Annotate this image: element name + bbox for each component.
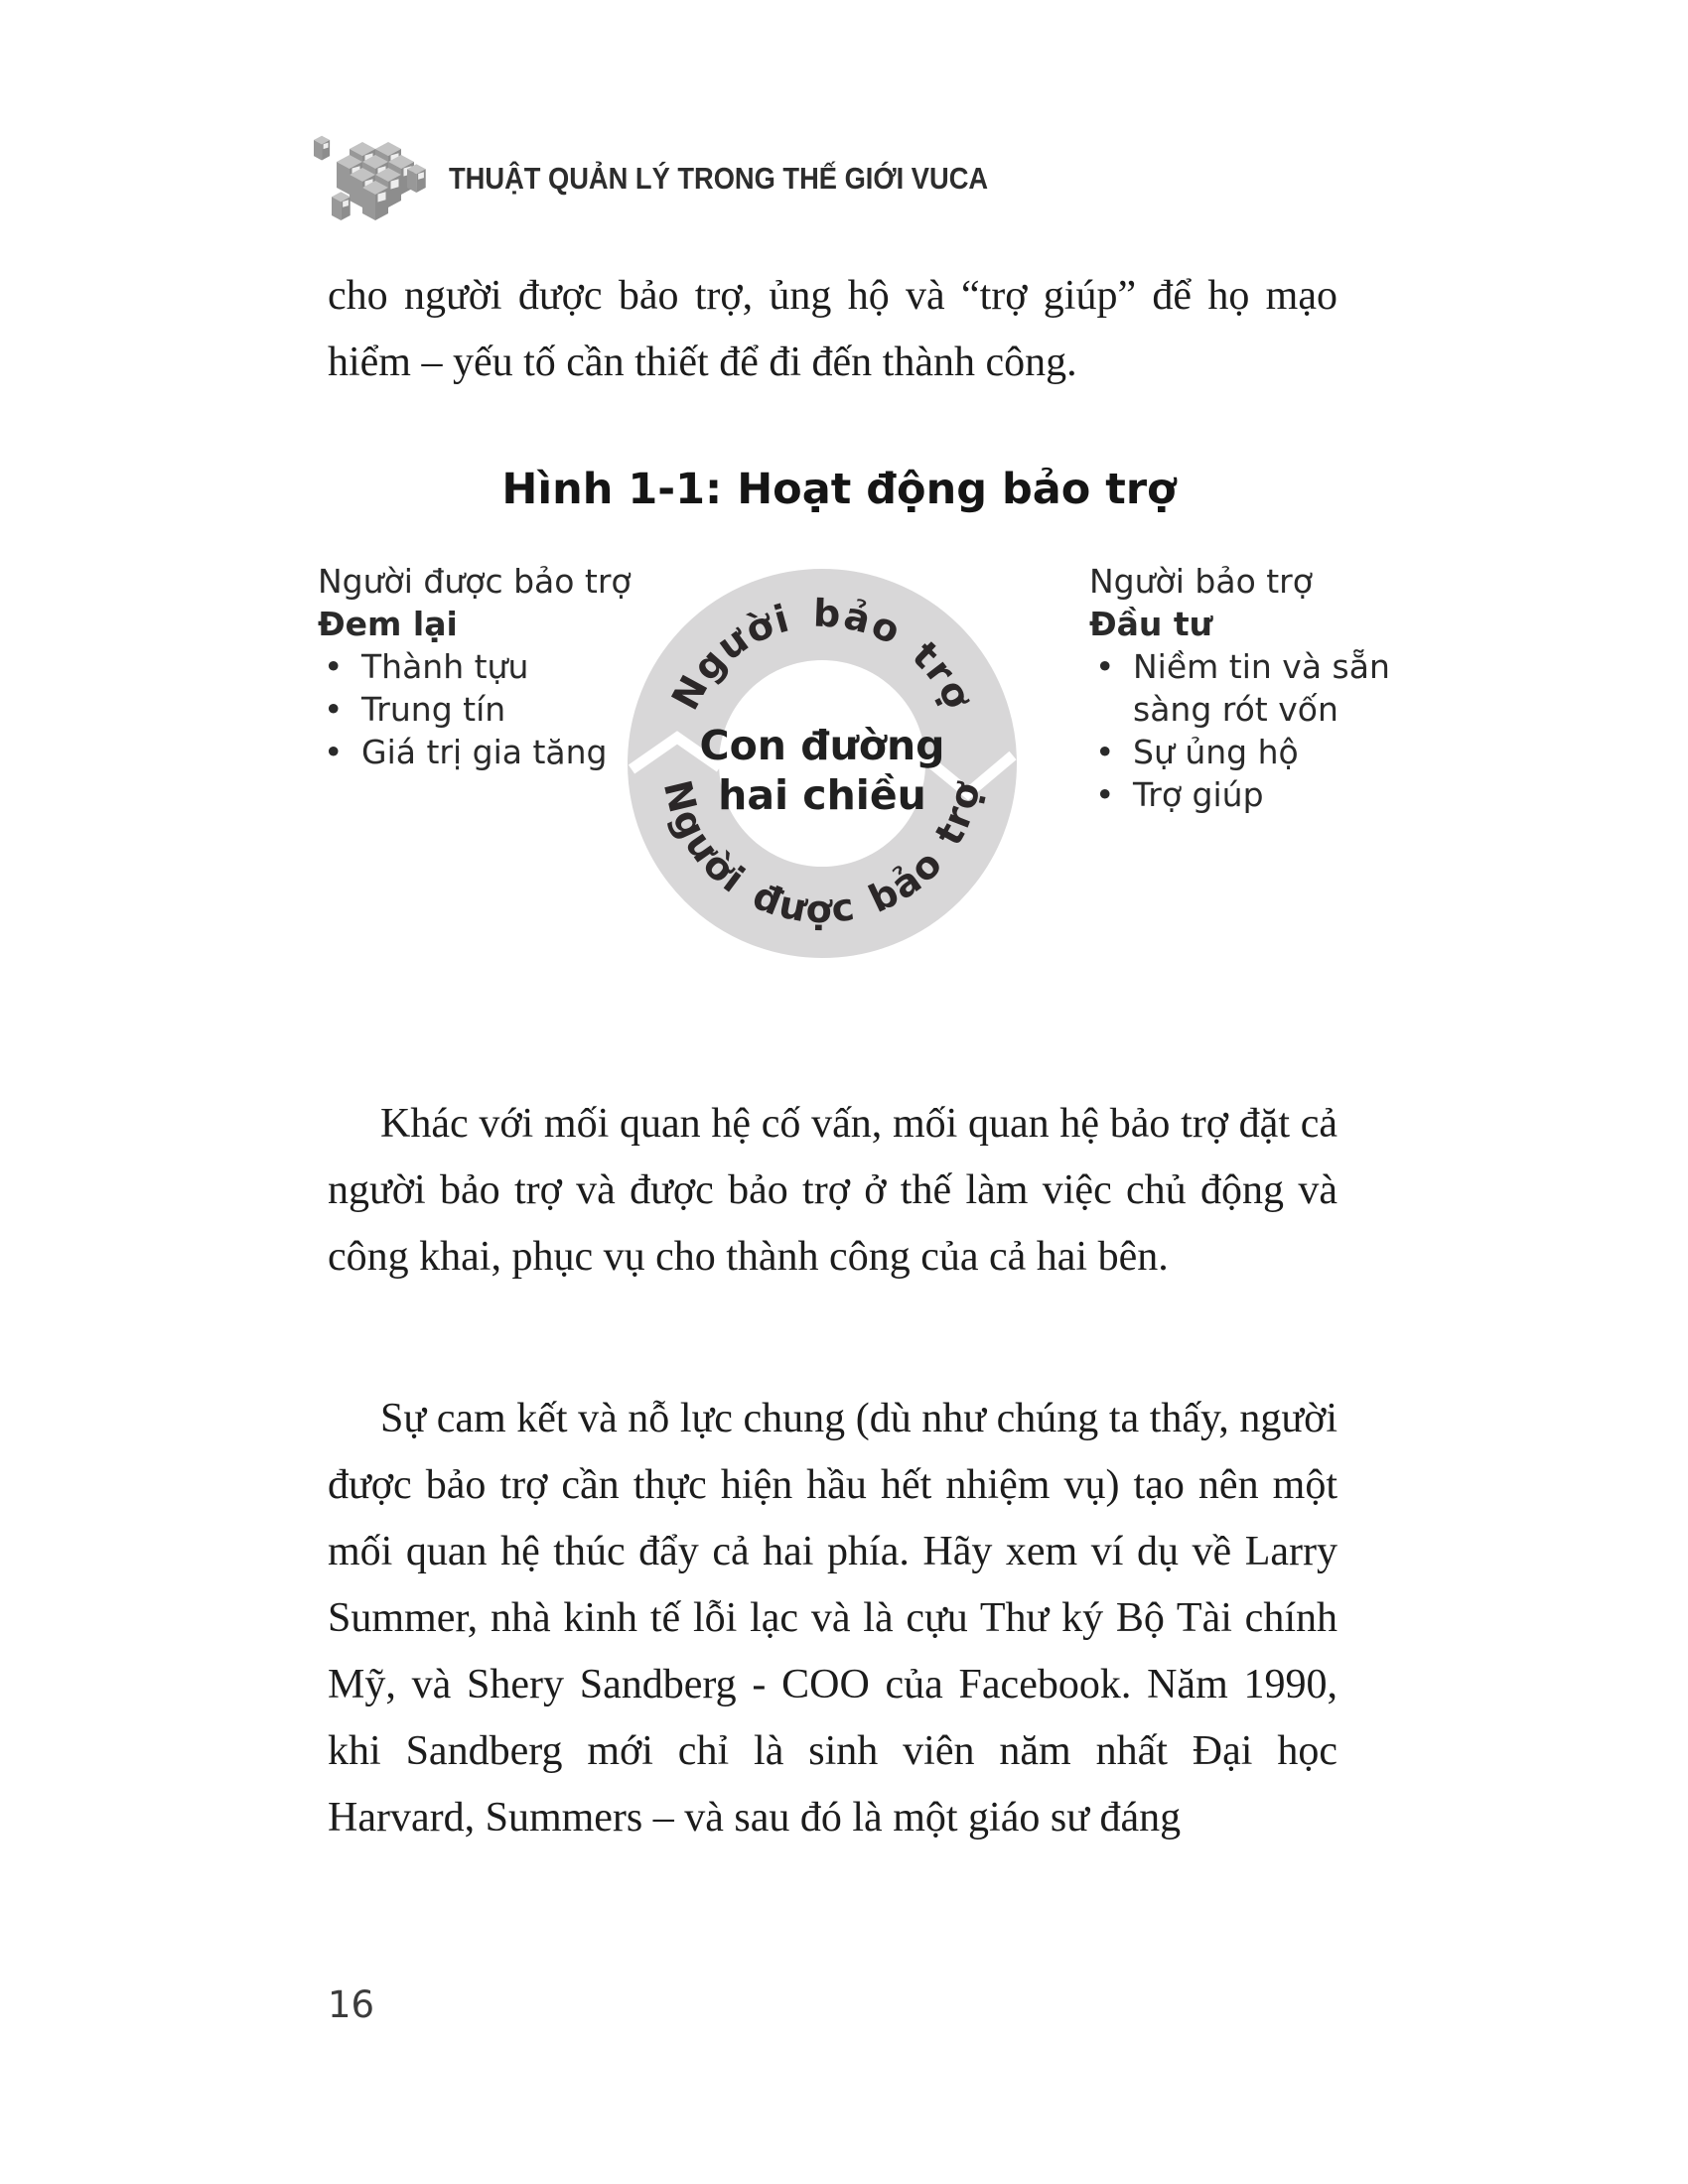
paragraph-1: Khác với mối quan hệ cố vấn, mối quan hệ bảo trợ đặt cả người bảo trợ và được bảo trợ ở thế làm việc chủ động và công khai, phục vụ cho thành công của cả hai bên. [328,1101,1337,1280]
book-logo [310,127,437,239]
ring-bottom-label: Người được bảo trợ [654,775,990,932]
list-item: • Thành tựu [318,645,660,688]
figure-title: Hình 1-1: Hoạt động bảo trợ [501,465,1177,514]
right-panel-heading: Người bảo trợ [1089,562,1313,601]
two-way-cycle-diagram [624,565,1021,962]
right-panel-subheading: Đầu tư [1089,605,1213,643]
figure-left-panel [318,560,660,773]
list-item: • Trung tín [318,688,660,731]
left-panel-subheading: Đem lại [318,605,458,643]
list-item: • Trợ giúp [1089,773,1459,816]
book-title: THUẬT QUẢN LÝ TRONG THẾ GIỚI VUCA [449,161,989,196]
page-number: 16 [328,1983,375,2026]
list-item: • Sự ủng hộ [1089,731,1459,773]
paragraph-2: Sự cam kết và nỗ lực chung (dù như chúng ta thấy, người được bảo trợ cần thực hiện hầu hết nhiệm vụ) tạo nên một mối quan hệ thúc đẩy cả hai phía. Hãy xem ví dụ về Larry Summer, nhà kinh tế lỗi lạc và là cựu Thư ký Bộ Tài chính Mỹ, và Shery Sandberg - COO của Facebook. Năm 1990, khi Sandberg mới chỉ là sinh viên năm nhất Đại học Harvard, Summers – và sau đó là một giáo sư đáng [328,1396,1337,1841]
list-item: • Niềm tin và sẵn sàng rót vốn [1089,645,1459,731]
list-item: • Giá trị gia tăng [318,731,660,773]
left-panel-bullet-list [318,645,660,773]
right-panel-bullet-list [1089,645,1459,816]
figure-right-panel [1089,560,1459,816]
left-panel-heading: Người được bảo trợ [318,562,632,601]
figure-diagram [0,556,1688,993]
ring-top-label: Người bảo trợ [662,591,982,718]
ring-center-label-line2: hai chiều [718,771,926,819]
cube-cluster-icon [310,127,437,234]
ring-center-label-line1: Con đường [699,722,945,769]
paragraph-intro: cho người được bảo trợ, ủng hộ và “trợ giúp” để họ mạo hiểm – yếu tố cần thiết để đi đến thành công. [328,273,1337,385]
